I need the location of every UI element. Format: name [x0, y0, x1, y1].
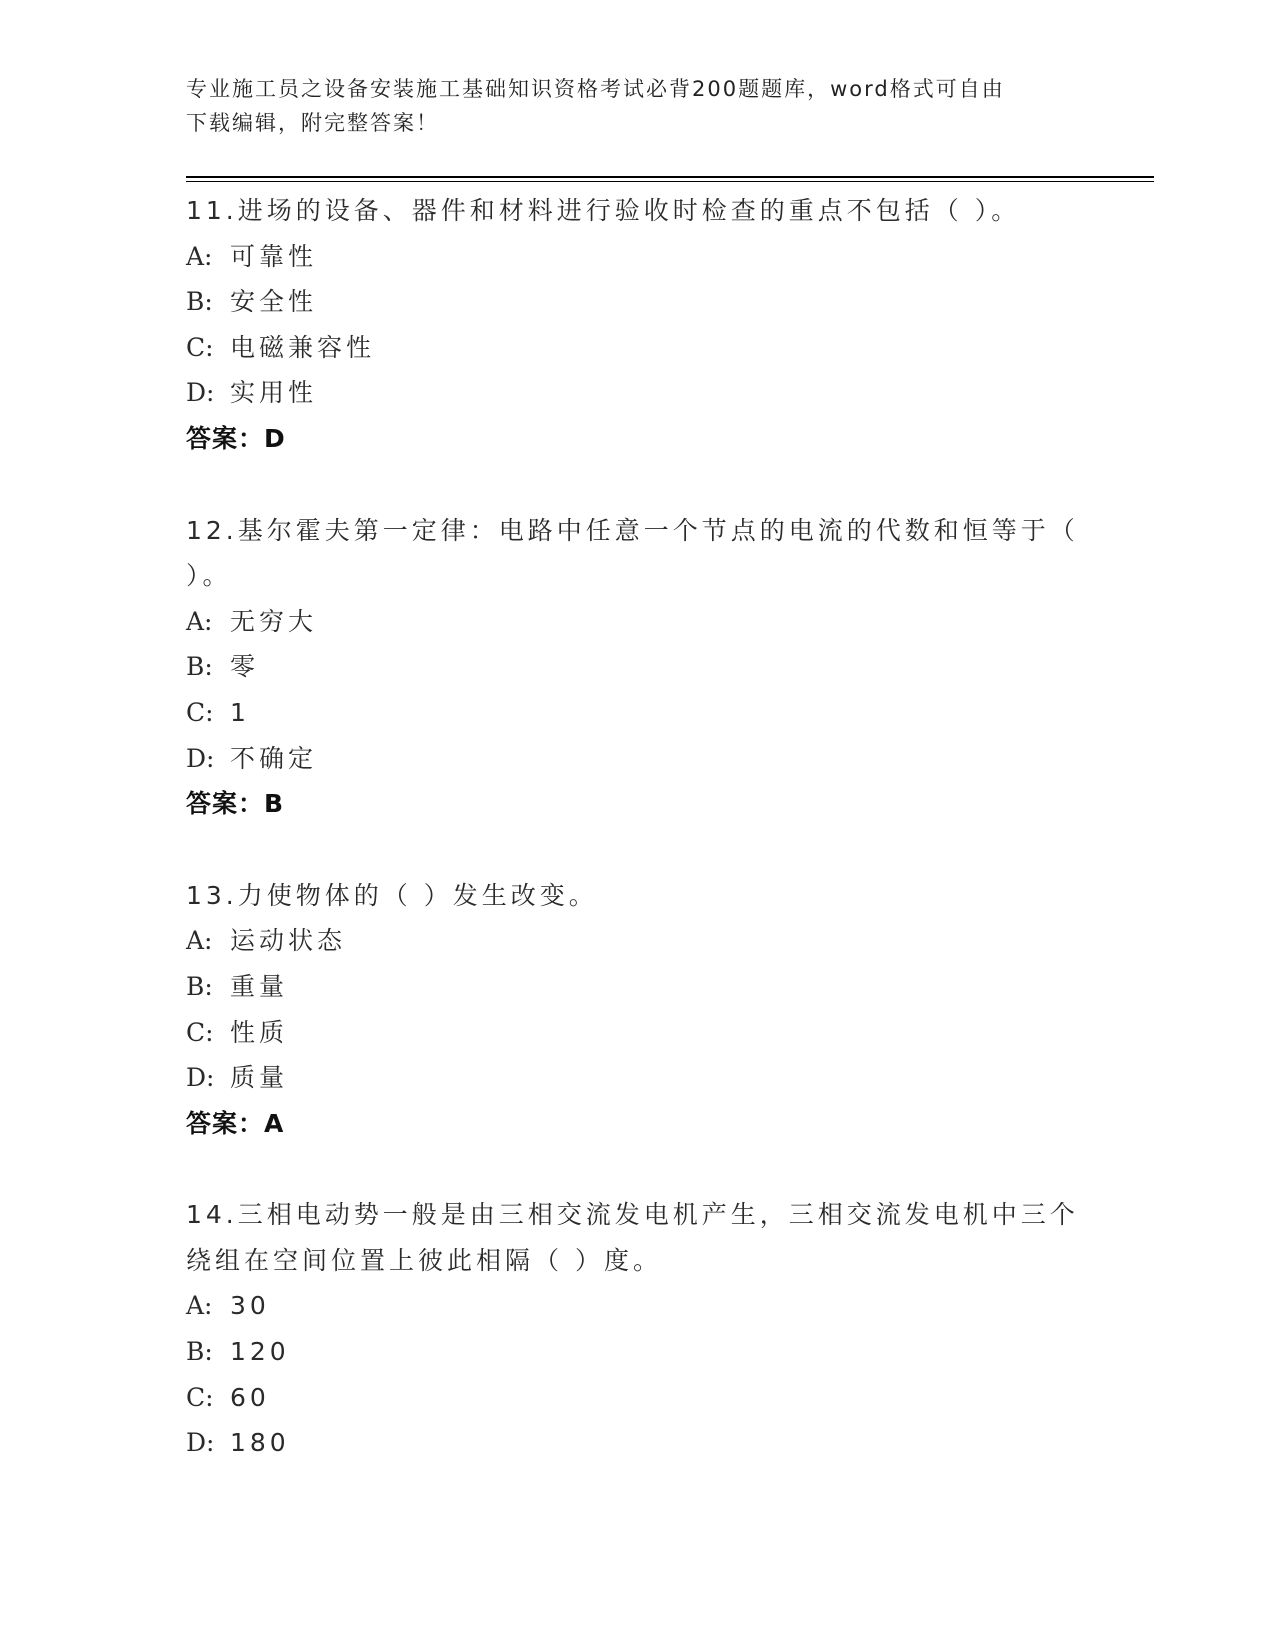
- option-key: B:: [186, 652, 213, 682]
- option-d: [186, 1055, 1086, 1101]
- option-key: D:: [186, 743, 215, 773]
- option-text: 安全性: [230, 287, 318, 317]
- option-key: D:: [186, 1428, 215, 1458]
- header-line-1: 专业施工员之设备安装施工基础知识资格考试必背200题题库，word格式可自由: [186, 77, 1005, 101]
- answer-line: 答案：A: [186, 1108, 285, 1138]
- option-c: [186, 325, 1086, 371]
- question-12: [186, 508, 1086, 827]
- option-b: [186, 279, 1086, 325]
- question-stem-continued: ）。: [186, 561, 232, 591]
- question-stem: 14.三相电动势一般是由三相交流发电机产生，三相交流发电机中三个: [186, 1200, 1079, 1230]
- option-key: A:: [186, 241, 213, 271]
- option-d: [186, 1420, 1086, 1466]
- option-a: [186, 918, 1086, 964]
- option-key: B:: [186, 287, 213, 317]
- answer-line: 答案：D: [186, 423, 286, 453]
- option-text: 30: [230, 1291, 270, 1321]
- option-text: 性质: [230, 1017, 289, 1047]
- option-text: 60: [230, 1382, 270, 1412]
- option-key: C:: [186, 697, 214, 727]
- question-stem: 13.力使物体的（ ）发生改变。: [186, 880, 598, 910]
- question-14: [186, 1192, 1086, 1466]
- option-key: B:: [186, 971, 213, 1001]
- option-key: D:: [186, 378, 215, 408]
- option-text: 实用性: [230, 378, 318, 408]
- option-text: 质量: [230, 1063, 289, 1093]
- option-a: [186, 1283, 1086, 1329]
- option-text: 电磁兼容性: [230, 332, 376, 362]
- question-stem-continued: 绕组在空间位置上彼此相隔（ ）度。: [186, 1245, 662, 1275]
- option-b: [186, 1329, 1086, 1375]
- question-11: [186, 188, 1086, 462]
- option-text: 不确定: [230, 743, 318, 773]
- question-13: [186, 873, 1086, 1147]
- option-b: [186, 964, 1086, 1010]
- option-text: 零: [230, 652, 260, 682]
- option-text: 120: [230, 1337, 290, 1367]
- option-key: A:: [186, 926, 213, 956]
- option-a: [186, 234, 1086, 280]
- option-a: [186, 599, 1086, 645]
- option-text: 1: [230, 697, 250, 727]
- option-b: [186, 644, 1086, 690]
- header-divider-thick: [186, 176, 1154, 178]
- option-key: C:: [186, 1017, 214, 1047]
- answer-line: 答案：B: [186, 789, 285, 819]
- header-divider-thin: [186, 181, 1154, 182]
- question-list: [186, 188, 1086, 1512]
- header-line-2: 下载编辑，附完整答案！: [186, 111, 439, 135]
- option-key: C:: [186, 332, 214, 362]
- option-c: [186, 690, 1086, 736]
- option-text: 可靠性: [230, 241, 318, 271]
- question-stem: 12.基尔霍夫第一定律：电路中任意一个节点的电流的代数和恒等于（: [186, 515, 1079, 545]
- option-text: 180: [230, 1428, 290, 1458]
- option-c: [186, 1375, 1086, 1421]
- option-c: [186, 1010, 1086, 1056]
- option-key: C:: [186, 1382, 214, 1412]
- option-key: A:: [186, 606, 213, 636]
- option-key: D:: [186, 1063, 215, 1093]
- option-text: 运动状态: [230, 926, 347, 956]
- option-text: 无穷大: [230, 606, 318, 636]
- option-d: [186, 736, 1086, 782]
- document-header: [186, 72, 1086, 140]
- option-d: [186, 370, 1086, 416]
- question-stem: 11.进场的设备、器件和材料进行验收时检查的重点不包括（ ）。: [186, 196, 1021, 225]
- option-key: A:: [186, 1291, 213, 1321]
- option-text: 重量: [230, 971, 289, 1001]
- option-key: B:: [186, 1337, 213, 1367]
